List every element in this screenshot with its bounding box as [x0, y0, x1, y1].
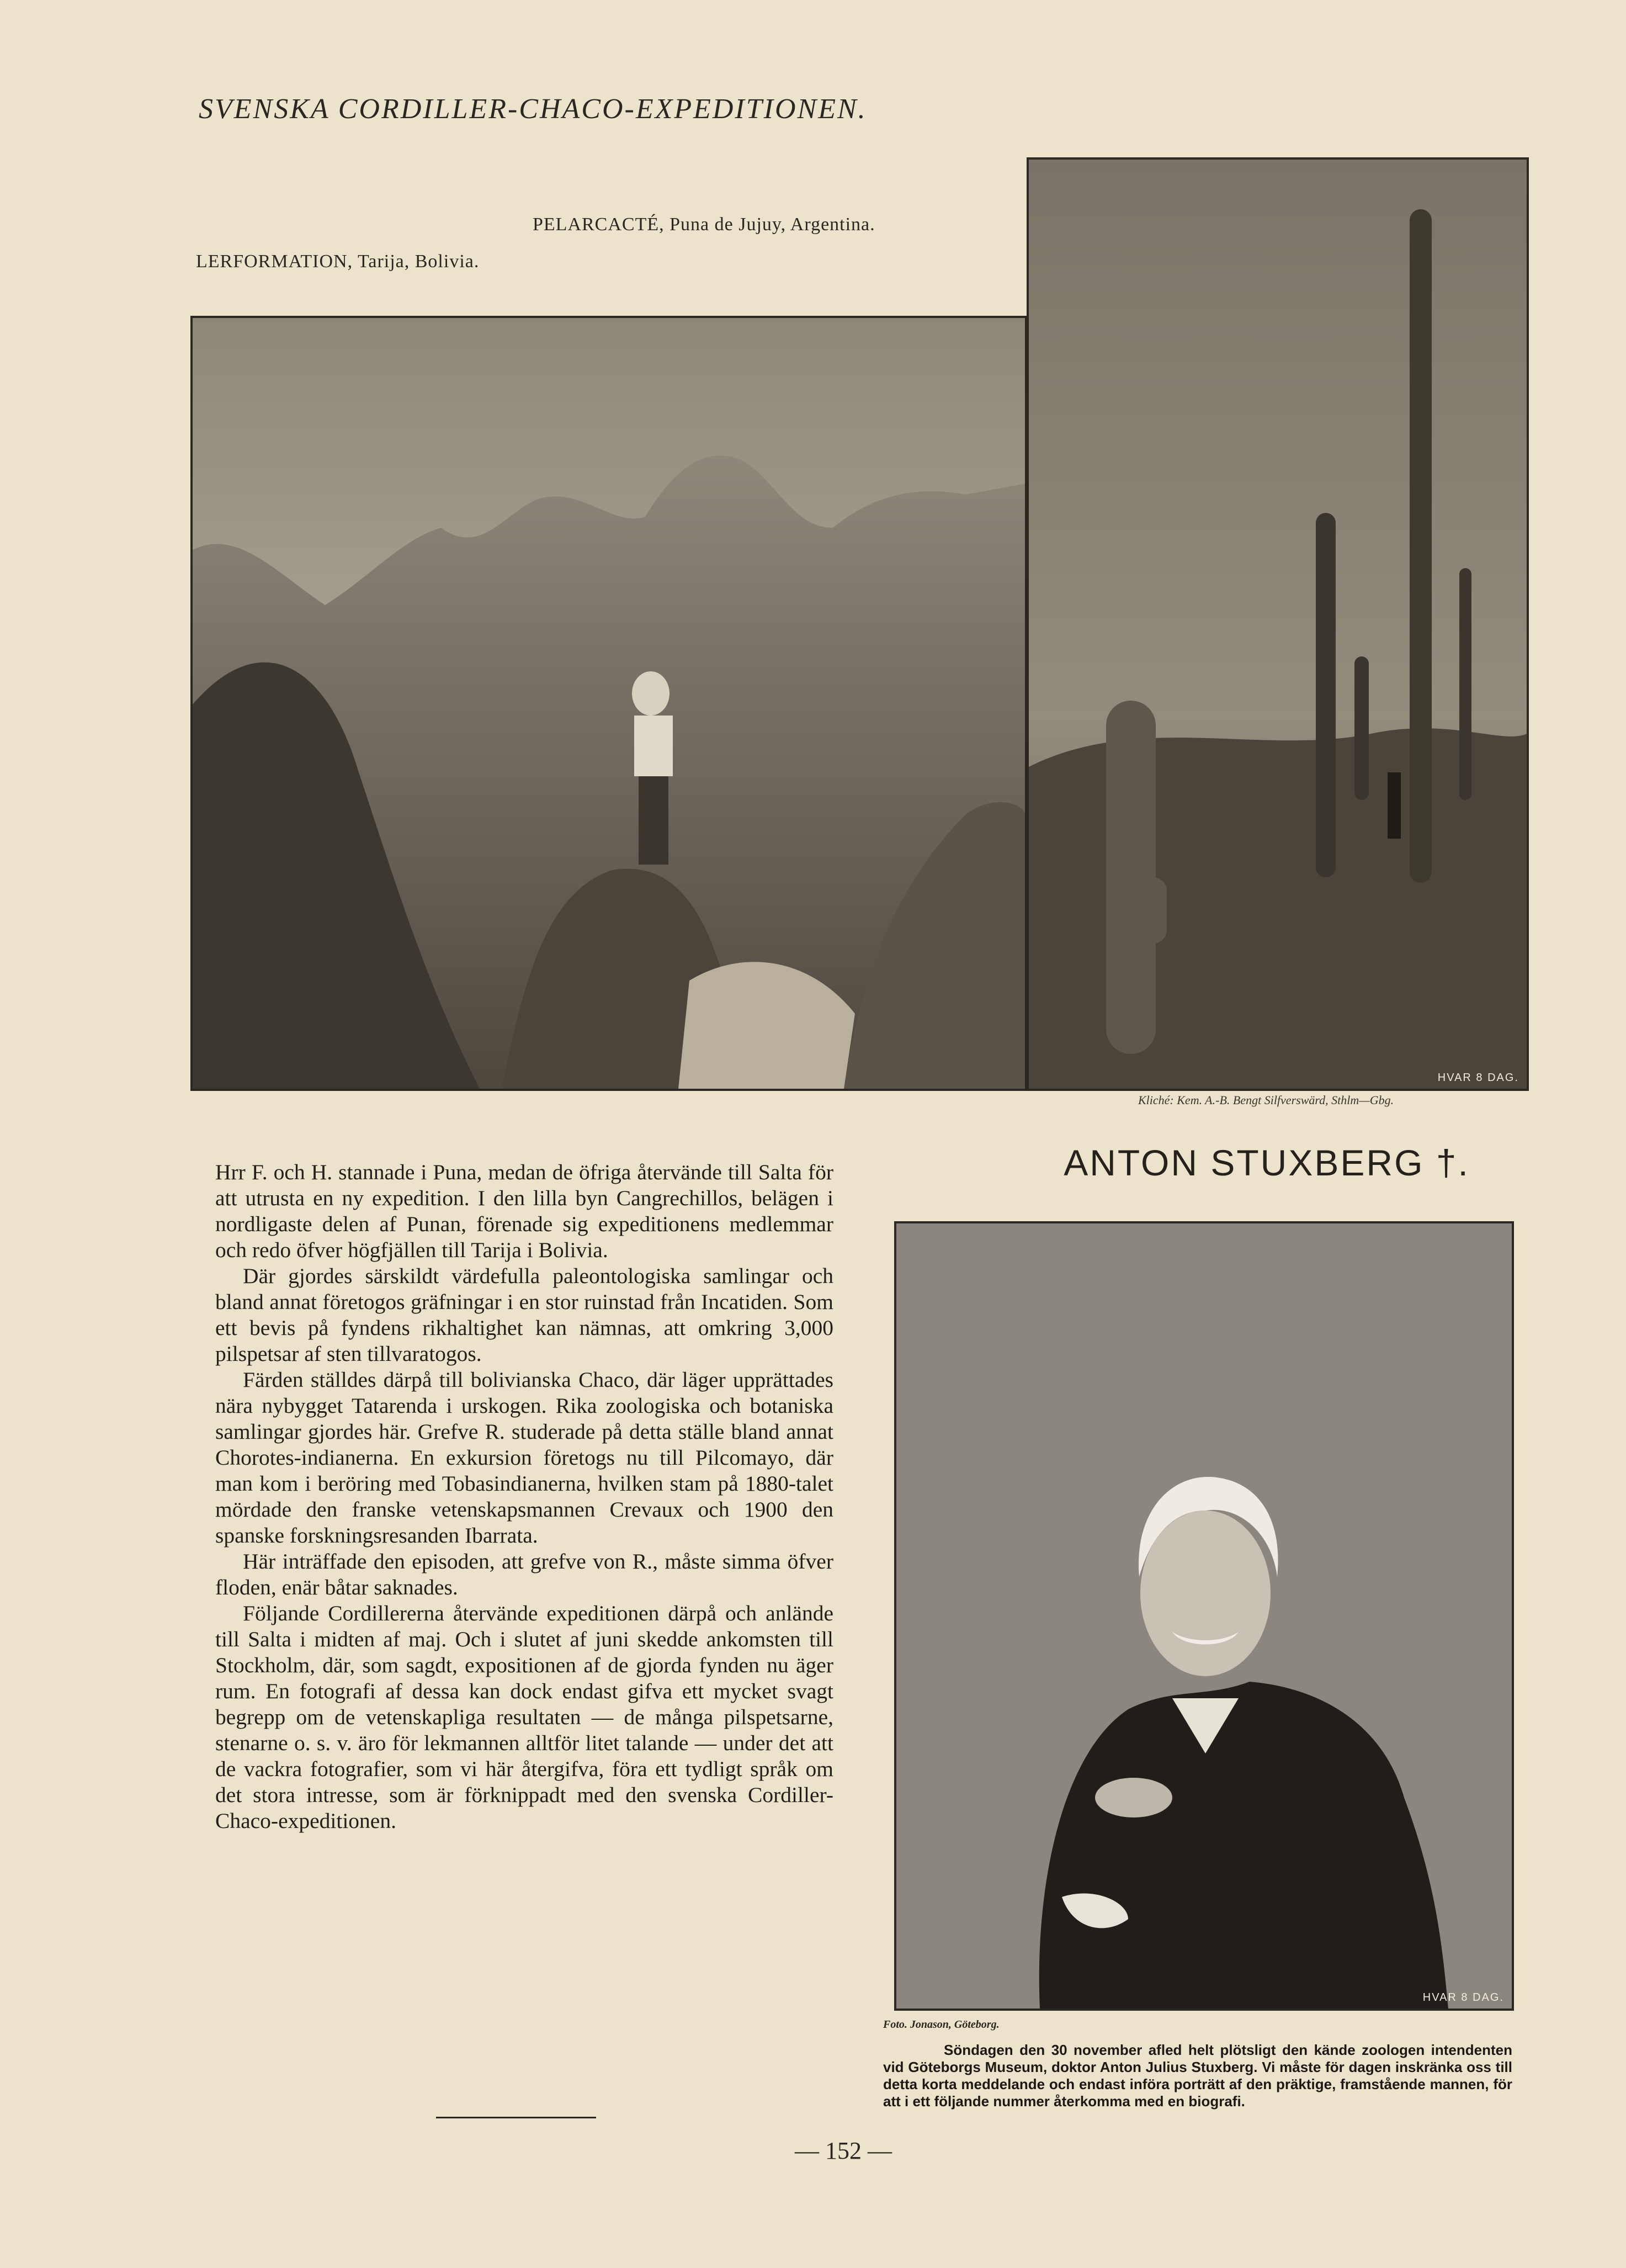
article-paragraph: Här inträffade den episoden, att grefve von R., måste simma öfver floden, enär båtar saknades. — [215, 1549, 833, 1599]
portrait-photo — [894, 1221, 1514, 2011]
running-title: SVENSKA CORDILLER-CHACO-EXPEDITIONEN. — [199, 93, 867, 125]
pillar-cactus-photo — [1027, 157, 1529, 1091]
article-paragraph: Färden ställdes därpå till bolivianska Chaco, där läger upprättades nära nybygget Tatarenda i urskogen. Rika zoologiska och botaniska samlingar gjordes här. Grefve R. studerade på detta ställe bland annat Chorotes-indianerna. En exkursion företogs nu till Pilcomayo, där man kom i beröring med Tobasindianerna, hvilken stam på 1880-talet mördade den franske vetenskapsmannen Crevaux och 1900 den spanske forskningsresanden Ibarrata. — [215, 1368, 833, 1548]
article-paragraph: Hrr F. och H. stannade i Puna, medan de öfriga återvände till Salta för att utrusta en ny expedition. I den lilla byn Cangrechillos, belägen i nordligaste delen af Punan, förenade sig expeditionens medlemmar och redo öfver högfjällen till Tarija i Bolivia. — [215, 1160, 833, 1262]
article-body — [215, 1159, 833, 1834]
article-paragraph: Följande Cordillererna återvände expeditionen därpå och anlände till Salta i midten af maj. Och i slutet af juni skedde ankomsten till Stockholm, där, som sagdt, expositionen af de gjorda fynden nu äger rum. En fotografi af dessa kan dock endast gifva ett mycket svagt begrepp om de vetenskapliga resultaten — de många pilspetsarne, stenarne o. s. v. äro för lekmannen alltför litet talande — under det att de vackra fotografier, som vi här återgifva, föra ett tydligt språk om det stora intresse, som är förknippadt med den svenska Cordiller-Chaco-expeditionen. — [215, 1601, 833, 1833]
obituary-caption — [883, 2042, 1512, 2110]
portrait-photo-credit: Foto. Jonason, Göteborg. — [883, 2018, 1000, 2031]
page-number: — 152 — — [795, 2137, 892, 2164]
right-photo-caption: PELARCACTÉ, Puna de Jujuy, Argentina. — [533, 214, 875, 235]
right-photo-tag: HVAR 8 DAG. — [1437, 1072, 1519, 1084]
portrait-photo-tag: HVAR 8 DAG. — [1422, 1991, 1504, 2004]
column-end-rule — [436, 2117, 596, 2118]
left-photo-caption: LERFORMATION, Tarija, Bolivia. — [196, 251, 480, 272]
cliche-credit: Kliché: Kem. A.-B. Bengt Silfverswärd, Sthlm—Gbg. — [1138, 1093, 1394, 1107]
article-paragraph: Där gjordes särskildt värdefulla paleontologiska samlingar och bland annat företogos gräfningar i en stor ruinstad från Incatiden. Som ett bevis på fyndens rikhaltighet kan nämnas, att omkring 3,000 pilspetsar af sten tillvaratogos. — [215, 1264, 833, 1366]
obituary-caption-text: Söndagen den 30 november afled helt plötsligt den kände zoologen intendenten vid Göteborgs Museum, doktor Anton Julius Stuxberg. Vi måste för dagen inskränka oss till detta korta meddelande och endast införa porträtt af den präktige, framstående mannen, för att i ett följande nummer återkomma med en biografi. — [883, 2042, 1512, 2110]
clay-formation-photo — [190, 316, 1027, 1091]
obituary-heading: ANTON STUXBERG †. — [1064, 1142, 1470, 1183]
